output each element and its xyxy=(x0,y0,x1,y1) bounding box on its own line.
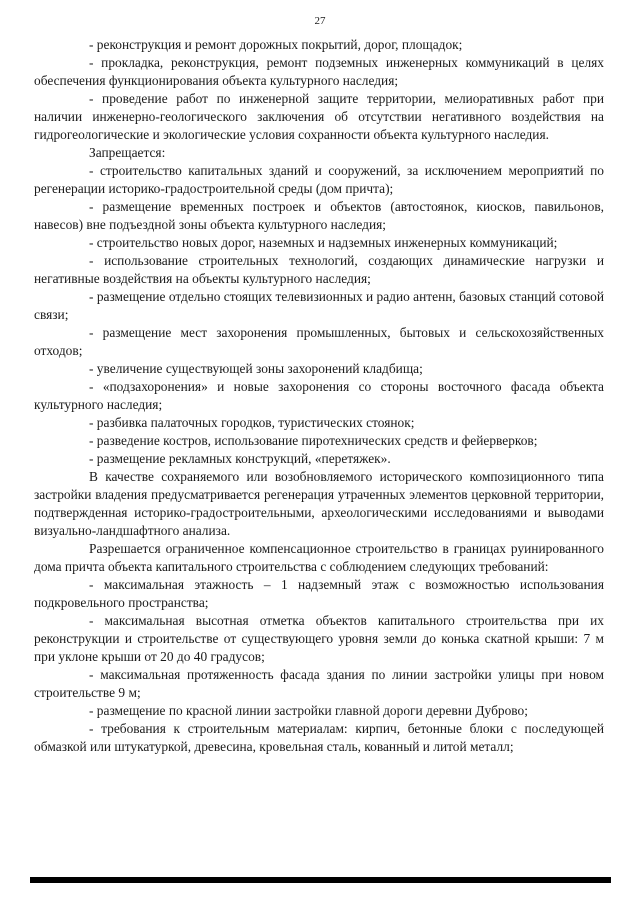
document-body xyxy=(34,36,604,756)
paragraph-7: - строительство новых дорог, наземных и надземных инженерных коммуникаций; xyxy=(89,235,558,250)
paragraph-10: - размещение мест захоронения промышленных, бытовых и сельскохозяйственных отходов; xyxy=(34,325,604,358)
paragraph-17: Разрешается ограниченное компенсационное строительство в границах руинированного дома причта объекта капитального строительства с соблюдением следующих требований: xyxy=(34,541,604,574)
paragraph-16: В качестве сохраняемого или возобновляемого исторического композиционного типа застройки владения предусматривается регенерация утраченных элементов церковной территории, подтвержденная историко-градостроительными, археологическими исследованиями и выводами визуально-ландшафтного анализа. xyxy=(34,469,604,538)
paragraph-18: - максимальная этажность – 1 надземный этаж с возможностью использования подкровельного пространства; xyxy=(34,577,604,610)
paragraph-12: - «подзахоронения» и новые захоронения со стороны восточного фасада объекта культурного наследия; xyxy=(34,379,604,412)
paragraph-22: - требования к строительным материалам: кирпич, бетонные блоки с последующей обмазкой или штукатуркой, древесина, кровельная сталь, кованный и литой металл; xyxy=(34,721,604,754)
page-number: 27 xyxy=(314,15,326,27)
bottom-rule xyxy=(30,877,611,883)
paragraph-8: - использование строительных технологий, создающих динамические нагрузки и негативные воздействия на объекты культурного наследия; xyxy=(34,253,604,286)
paragraph-20: - максимальная протяженность фасада здания по линии застройки улицы при новом строительстве 9 м; xyxy=(34,667,604,700)
paragraph-15: - размещение рекламных конструкций, «перетяжек». xyxy=(89,451,391,466)
paragraph-4: Запрещается: xyxy=(89,145,166,160)
paragraph-14: - разведение костров, использование пиротехнических средств и фейерверков; xyxy=(89,433,538,448)
paragraph-3: - проведение работ по инженерной защите территории, мелиоративных работ при наличии инженерно-геологического заключения об отсутствии негативного воздействия на гидрогеологические и экологические условия сохранности объекта культурного наследия. xyxy=(34,91,604,142)
paragraph-11: - увеличение существующей зоны захоронений кладбища; xyxy=(89,361,423,376)
paragraph-2: - прокладка, реконструкция, ремонт подземных инженерных коммуникаций в целях обеспечения функционирования объекта культурного наследия; xyxy=(34,55,604,88)
paragraph-6: - размещение временных построек и объектов (автостоянок, киосков, павильонов, навесов) вне подъездной зоны объекта культурного наследия; xyxy=(34,199,604,232)
paragraph-5: - строительство капитальных зданий и сооружений, за исключением мероприятий по регенерации историко-градостроительной среды (дом причта); xyxy=(34,163,604,196)
paragraph-1: - реконструкция и ремонт дорожных покрытий, дорог, площадок; xyxy=(89,37,463,52)
paragraph-19: - максимальная высотная отметка объектов капитального строительства при их реконструкции и строительстве от существующего уровня земли до конька скатной крыши: 7 м при уклоне крыши от 20 до 40 градусов; xyxy=(34,613,604,664)
paragraph-13: - разбивка палаточных городков, туристических стоянок; xyxy=(89,415,415,430)
paragraph-9: - размещение отдельно стоящих телевизионных и радио антенн, базовых станций сотовой связи; xyxy=(34,289,604,322)
paragraph-21: - размещение по красной линии застройки главной дороги деревни Дуброво; xyxy=(89,703,528,718)
